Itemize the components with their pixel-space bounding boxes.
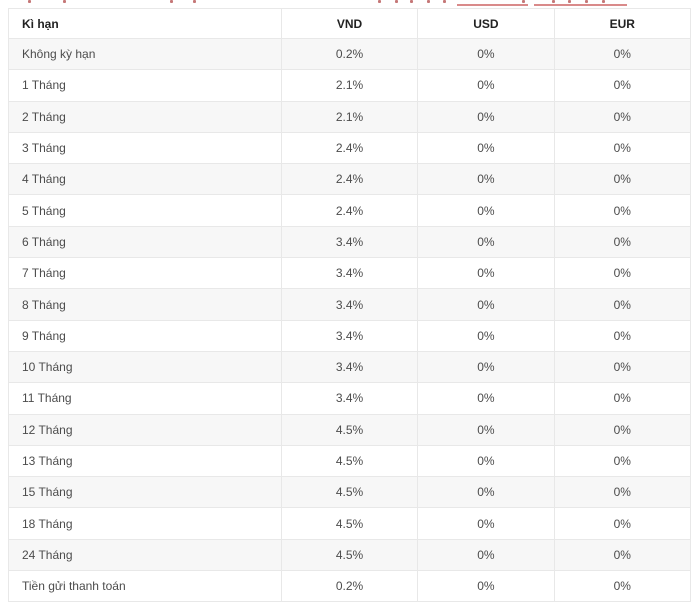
rate-cell-usd: 0% bbox=[418, 195, 554, 226]
table-body bbox=[9, 39, 691, 602]
table-row bbox=[9, 383, 691, 414]
rate-cell-eur: 0% bbox=[554, 164, 690, 195]
rate-cell-eur: 0% bbox=[554, 289, 690, 320]
table-row bbox=[9, 164, 691, 195]
rate-cell-usd: 0% bbox=[418, 351, 554, 382]
rate-cell-vnd: 4.5% bbox=[281, 414, 417, 445]
table-row bbox=[9, 539, 691, 570]
term-cell: 1 Tháng bbox=[9, 70, 282, 101]
term-cell: 8 Tháng bbox=[9, 289, 282, 320]
red-link-underline[interactable] bbox=[534, 4, 627, 6]
rate-cell-usd: 0% bbox=[418, 445, 554, 476]
rate-cell-vnd: 3.4% bbox=[281, 351, 417, 382]
rate-cell-vnd: 3.4% bbox=[281, 289, 417, 320]
rate-cell-vnd: 0.2% bbox=[281, 571, 417, 602]
term-cell: 24 Tháng bbox=[9, 539, 282, 570]
rate-cell-vnd: 2.4% bbox=[281, 195, 417, 226]
rate-cell-eur: 0% bbox=[554, 39, 690, 70]
table-row bbox=[9, 320, 691, 351]
term-cell: 18 Tháng bbox=[9, 508, 282, 539]
rate-cell-usd: 0% bbox=[418, 571, 554, 602]
red-text-descender-mark bbox=[585, 0, 588, 3]
table-row bbox=[9, 195, 691, 226]
rate-cell-vnd: 3.4% bbox=[281, 258, 417, 289]
rate-cell-vnd: 0.2% bbox=[281, 39, 417, 70]
table-row bbox=[9, 132, 691, 163]
table-row bbox=[9, 226, 691, 257]
rate-cell-usd: 0% bbox=[418, 132, 554, 163]
red-text-descender-mark bbox=[395, 0, 398, 3]
rate-cell-vnd: 2.4% bbox=[281, 132, 417, 163]
rate-cell-usd: 0% bbox=[418, 320, 554, 351]
rate-cell-eur: 0% bbox=[554, 320, 690, 351]
rate-cell-eur: 0% bbox=[554, 226, 690, 257]
rate-cell-vnd: 2.1% bbox=[281, 101, 417, 132]
red-text-descender-mark bbox=[602, 0, 605, 3]
rate-cell-vnd: 4.5% bbox=[281, 508, 417, 539]
table-row bbox=[9, 414, 691, 445]
red-link-underline[interactable] bbox=[457, 4, 528, 6]
red-text-descender-mark bbox=[170, 0, 173, 3]
rate-cell-eur: 0% bbox=[554, 195, 690, 226]
term-cell: 9 Tháng bbox=[9, 320, 282, 351]
column-header-term: Kì hạn bbox=[9, 9, 282, 39]
rate-cell-usd: 0% bbox=[418, 101, 554, 132]
term-cell: 11 Tháng bbox=[9, 383, 282, 414]
term-cell: 15 Tháng bbox=[9, 477, 282, 508]
term-cell: 7 Tháng bbox=[9, 258, 282, 289]
rate-cell-vnd: 4.5% bbox=[281, 477, 417, 508]
table-row bbox=[9, 70, 691, 101]
rate-cell-vnd: 4.5% bbox=[281, 539, 417, 570]
rate-cell-vnd: 4.5% bbox=[281, 445, 417, 476]
rate-cell-eur: 0% bbox=[554, 508, 690, 539]
rate-cell-vnd: 3.4% bbox=[281, 320, 417, 351]
red-text-descender-mark bbox=[427, 0, 430, 3]
table-row bbox=[9, 258, 691, 289]
table-row bbox=[9, 289, 691, 320]
table-row bbox=[9, 477, 691, 508]
table-row bbox=[9, 101, 691, 132]
rate-cell-usd: 0% bbox=[418, 508, 554, 539]
term-cell: 2 Tháng bbox=[9, 101, 282, 132]
rate-cell-usd: 0% bbox=[418, 477, 554, 508]
table-row bbox=[9, 571, 691, 602]
rate-cell-eur: 0% bbox=[554, 101, 690, 132]
rate-cell-eur: 0% bbox=[554, 258, 690, 289]
rate-cell-usd: 0% bbox=[418, 383, 554, 414]
rate-cell-eur: 0% bbox=[554, 445, 690, 476]
rate-cell-eur: 0% bbox=[554, 351, 690, 382]
rate-cell-vnd: 3.4% bbox=[281, 226, 417, 257]
rate-cell-usd: 0% bbox=[418, 164, 554, 195]
rate-cell-eur: 0% bbox=[554, 70, 690, 101]
rate-cell-usd: 0% bbox=[418, 289, 554, 320]
table-row bbox=[9, 508, 691, 539]
clipped-red-text-line bbox=[0, 0, 700, 7]
rate-cell-eur: 0% bbox=[554, 477, 690, 508]
term-cell: Tiền gửi thanh toán bbox=[9, 571, 282, 602]
rate-cell-eur: 0% bbox=[554, 571, 690, 602]
rate-cell-usd: 0% bbox=[418, 226, 554, 257]
rate-cell-usd: 0% bbox=[418, 39, 554, 70]
red-text-descender-mark bbox=[522, 0, 525, 3]
rate-cell-usd: 0% bbox=[418, 70, 554, 101]
table-row bbox=[9, 351, 691, 382]
rate-cell-usd: 0% bbox=[418, 414, 554, 445]
column-header-vnd: VND bbox=[281, 9, 417, 39]
column-header-usd: USD bbox=[418, 9, 554, 39]
red-text-descender-mark bbox=[443, 0, 446, 3]
rate-cell-usd: 0% bbox=[418, 539, 554, 570]
rate-cell-eur: 0% bbox=[554, 132, 690, 163]
term-cell: 6 Tháng bbox=[9, 226, 282, 257]
table-row bbox=[9, 445, 691, 476]
column-header-eur: EUR bbox=[554, 9, 690, 39]
table-header-row bbox=[9, 9, 691, 39]
rate-cell-vnd: 2.4% bbox=[281, 164, 417, 195]
interest-rates-table bbox=[8, 8, 691, 602]
term-cell: 3 Tháng bbox=[9, 132, 282, 163]
red-text-descender-mark bbox=[410, 0, 413, 3]
rate-cell-vnd: 2.1% bbox=[281, 70, 417, 101]
red-text-descender-mark bbox=[568, 0, 571, 3]
rate-cell-usd: 0% bbox=[418, 258, 554, 289]
term-cell: Không kỳ hạn bbox=[9, 39, 282, 70]
table-row bbox=[9, 39, 691, 70]
rate-cell-eur: 0% bbox=[554, 414, 690, 445]
term-cell: 13 Tháng bbox=[9, 445, 282, 476]
rate-cell-vnd: 3.4% bbox=[281, 383, 417, 414]
term-cell: 5 Tháng bbox=[9, 195, 282, 226]
red-text-descender-mark bbox=[193, 0, 196, 3]
term-cell: 12 Tháng bbox=[9, 414, 282, 445]
term-cell: 10 Tháng bbox=[9, 351, 282, 382]
rate-cell-eur: 0% bbox=[554, 383, 690, 414]
red-text-descender-mark bbox=[28, 0, 31, 3]
red-text-descender-mark bbox=[552, 0, 555, 3]
rate-cell-eur: 0% bbox=[554, 539, 690, 570]
red-text-descender-mark bbox=[63, 0, 66, 3]
term-cell: 4 Tháng bbox=[9, 164, 282, 195]
red-text-descender-mark bbox=[378, 0, 381, 3]
